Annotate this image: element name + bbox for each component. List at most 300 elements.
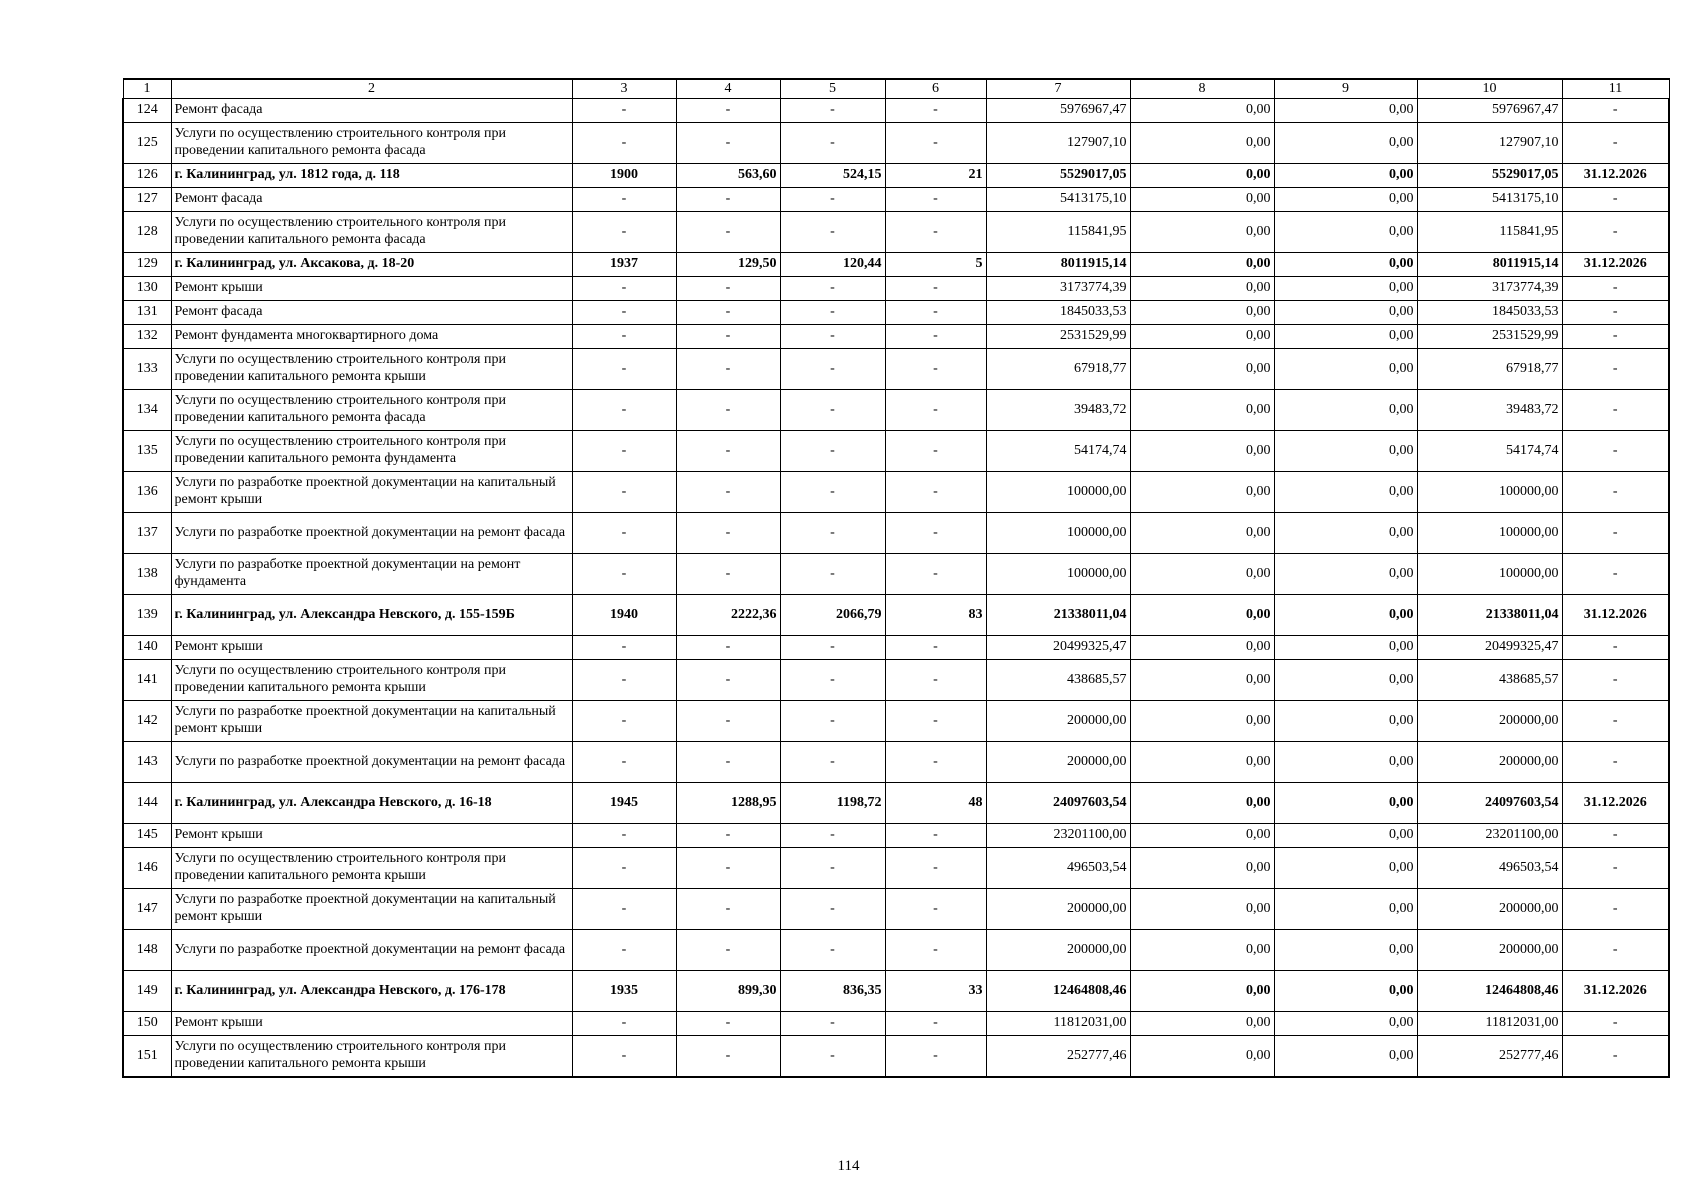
residents-cell: - (885, 99, 986, 123)
residents-cell: - (885, 742, 986, 783)
table-row (123, 188, 1669, 212)
residents-cell: - (885, 636, 986, 660)
fund-cost-9-cell: 0,00 (1274, 971, 1417, 1012)
residents-cell: - (885, 188, 986, 212)
row-number-cell: 133 (123, 349, 171, 390)
completion-date-cell: - (1562, 513, 1669, 554)
owner-funds-cell: 24097603,54 (1417, 783, 1562, 824)
total-cost-cell: 3173774,39 (986, 277, 1130, 301)
completion-date-cell: - (1562, 301, 1669, 325)
item-name-cell: Ремонт фасада (171, 99, 572, 123)
fund-cost-9-cell: 0,00 (1274, 783, 1417, 824)
total-area-cell: - (676, 930, 780, 971)
fund-cost-8-cell: 0,00 (1130, 783, 1274, 824)
fund-cost-9-cell: 0,00 (1274, 325, 1417, 349)
address-row (123, 783, 1669, 824)
item-name-cell: Услуги по осуществлению строительного контроля при проведении капитального ремонта крыши (171, 848, 572, 889)
owner-funds-cell: 496503,54 (1417, 848, 1562, 889)
total-cost-cell: 127907,10 (986, 123, 1130, 164)
owner-funds-cell: 39483,72 (1417, 390, 1562, 431)
total-area-cell: - (676, 889, 780, 930)
total-area-cell: - (676, 301, 780, 325)
living-area-cell: - (780, 188, 885, 212)
owner-funds-cell: 12464808,46 (1417, 971, 1562, 1012)
item-name-cell: Услуги по осуществлению строительного контроля при проведении капитального ремонта крыши (171, 660, 572, 701)
year-built-cell: - (572, 431, 676, 472)
owner-funds-cell: 115841,95 (1417, 212, 1562, 253)
row-number-cell: 138 (123, 554, 171, 595)
residents-cell: - (885, 889, 986, 930)
table-row (123, 1012, 1669, 1036)
owner-funds-cell: 438685,57 (1417, 660, 1562, 701)
table-body (123, 79, 1669, 1077)
repair-plan-table (122, 78, 1670, 1078)
item-name-cell: г. Калининград, ул. Александра Невского, д. 176-178 (171, 971, 572, 1012)
residents-cell: - (885, 1036, 986, 1078)
completion-date-cell: - (1562, 277, 1669, 301)
fund-cost-9-cell: 0,00 (1274, 660, 1417, 701)
residents-cell: - (885, 472, 986, 513)
total-area-cell: 1288,95 (676, 783, 780, 824)
item-name-cell: Услуги по осуществлению строительного контроля при проведении капитального ремонта крыши (171, 1036, 572, 1078)
fund-cost-9-cell: 0,00 (1274, 431, 1417, 472)
residents-cell: 21 (885, 164, 986, 188)
owner-funds-cell: 252777,46 (1417, 1036, 1562, 1078)
total-cost-cell: 11812031,00 (986, 1012, 1130, 1036)
fund-cost-9-cell: 0,00 (1274, 99, 1417, 123)
item-name-cell: Ремонт крыши (171, 1012, 572, 1036)
fund-cost-8-cell: 0,00 (1130, 390, 1274, 431)
fund-cost-8-cell: 0,00 (1130, 164, 1274, 188)
completion-date-cell: 31.12.2026 (1562, 783, 1669, 824)
living-area-cell: - (780, 636, 885, 660)
total-area-cell: 563,60 (676, 164, 780, 188)
owner-funds-cell: 200000,00 (1417, 930, 1562, 971)
year-built-cell: - (572, 123, 676, 164)
table-row (123, 349, 1669, 390)
fund-cost-9-cell: 0,00 (1274, 742, 1417, 783)
year-built-cell: - (572, 472, 676, 513)
total-cost-cell: 21338011,04 (986, 595, 1130, 636)
living-area-cell: - (780, 390, 885, 431)
fund-cost-8-cell: 0,00 (1130, 742, 1274, 783)
living-area-cell: 2066,79 (780, 595, 885, 636)
fund-cost-8-cell: 0,00 (1130, 701, 1274, 742)
table-row (123, 554, 1669, 595)
total-cost-cell: 12464808,46 (986, 971, 1130, 1012)
row-number-cell: 128 (123, 212, 171, 253)
item-name-cell: Услуги по разработке проектной документации на ремонт фундамента (171, 554, 572, 595)
owner-funds-cell: 11812031,00 (1417, 1012, 1562, 1036)
residents-cell: - (885, 349, 986, 390)
row-number-cell: 131 (123, 301, 171, 325)
living-area-cell: - (780, 472, 885, 513)
row-number-cell: 141 (123, 660, 171, 701)
fund-cost-9-cell: 0,00 (1274, 1036, 1417, 1078)
fund-cost-9-cell: 0,00 (1274, 701, 1417, 742)
fund-cost-9-cell: 0,00 (1274, 390, 1417, 431)
fund-cost-9-cell: 0,00 (1274, 123, 1417, 164)
item-name-cell: Услуги по разработке проектной документации на ремонт фасада (171, 930, 572, 971)
living-area-cell: - (780, 123, 885, 164)
owner-funds-cell: 23201100,00 (1417, 824, 1562, 848)
year-built-cell: - (572, 188, 676, 212)
year-built-cell: - (572, 660, 676, 701)
total-area-cell: - (676, 390, 780, 431)
year-built-cell: - (572, 390, 676, 431)
year-built-cell: - (572, 742, 676, 783)
table-row (123, 1036, 1669, 1078)
year-built-cell: 1935 (572, 971, 676, 1012)
table-row (123, 513, 1669, 554)
address-row (123, 595, 1669, 636)
fund-cost-8-cell: 0,00 (1130, 123, 1274, 164)
item-name-cell: г. Калининград, ул. Александра Невского, д. 16-18 (171, 783, 572, 824)
residents-cell: - (885, 325, 986, 349)
item-name-cell: Услуги по осуществлению строительного контроля при проведении капитального ремонта фасада (171, 212, 572, 253)
total-area-cell: - (676, 554, 780, 595)
owner-funds-cell: 1845033,53 (1417, 301, 1562, 325)
column-number-header-row (123, 79, 1669, 99)
total-area-cell: - (676, 1012, 780, 1036)
row-number-cell: 143 (123, 742, 171, 783)
living-area-cell: - (780, 742, 885, 783)
living-area-cell: - (780, 325, 885, 349)
year-built-cell: - (572, 1036, 676, 1078)
total-cost-cell: 8011915,14 (986, 253, 1130, 277)
owner-funds-cell: 100000,00 (1417, 472, 1562, 513)
residents-cell: 33 (885, 971, 986, 1012)
address-row (123, 971, 1669, 1012)
completion-date-cell: 31.12.2026 (1562, 971, 1669, 1012)
completion-date-cell: - (1562, 390, 1669, 431)
total-area-cell: - (676, 99, 780, 123)
row-number-cell: 134 (123, 390, 171, 431)
year-built-cell: - (572, 513, 676, 554)
column-number-10: 10 (1417, 79, 1562, 99)
column-number-6: 6 (885, 79, 986, 99)
table-row (123, 930, 1669, 971)
owner-funds-cell: 5976967,47 (1417, 99, 1562, 123)
total-cost-cell: 200000,00 (986, 930, 1130, 971)
fund-cost-9-cell: 0,00 (1274, 595, 1417, 636)
completion-date-cell: - (1562, 431, 1669, 472)
total-cost-cell: 20499325,47 (986, 636, 1130, 660)
item-name-cell: г. Калининград, ул. Александра Невского, д. 155-159Б (171, 595, 572, 636)
fund-cost-8-cell: 0,00 (1130, 349, 1274, 390)
fund-cost-9-cell: 0,00 (1274, 212, 1417, 253)
owner-funds-cell: 5413175,10 (1417, 188, 1562, 212)
living-area-cell: - (780, 212, 885, 253)
row-number-cell: 124 (123, 99, 171, 123)
total-cost-cell: 200000,00 (986, 742, 1130, 783)
item-name-cell: Услуги по разработке проектной документации на капитальный ремонт крыши (171, 472, 572, 513)
fund-cost-8-cell: 0,00 (1130, 660, 1274, 701)
living-area-cell: - (780, 930, 885, 971)
owner-funds-cell: 20499325,47 (1417, 636, 1562, 660)
residents-cell: - (885, 212, 986, 253)
row-number-cell: 144 (123, 783, 171, 824)
completion-date-cell: - (1562, 188, 1669, 212)
living-area-cell: - (780, 349, 885, 390)
year-built-cell: 1940 (572, 595, 676, 636)
row-number-cell: 136 (123, 472, 171, 513)
total-area-cell: 899,30 (676, 971, 780, 1012)
living-area-cell: 120,44 (780, 253, 885, 277)
total-area-cell: - (676, 212, 780, 253)
table-row (123, 660, 1669, 701)
completion-date-cell: - (1562, 349, 1669, 390)
living-area-cell: 1198,72 (780, 783, 885, 824)
fund-cost-9-cell: 0,00 (1274, 1012, 1417, 1036)
column-number-5: 5 (780, 79, 885, 99)
item-name-cell: Услуги по разработке проектной документации на ремонт фасада (171, 513, 572, 554)
year-built-cell: 1945 (572, 783, 676, 824)
fund-cost-8-cell: 0,00 (1130, 325, 1274, 349)
fund-cost-9-cell: 0,00 (1274, 472, 1417, 513)
year-built-cell: - (572, 848, 676, 889)
completion-date-cell: - (1562, 848, 1669, 889)
fund-cost-8-cell: 0,00 (1130, 277, 1274, 301)
total-cost-cell: 200000,00 (986, 701, 1130, 742)
living-area-cell: - (780, 701, 885, 742)
total-cost-cell: 24097603,54 (986, 783, 1130, 824)
living-area-cell: - (780, 301, 885, 325)
fund-cost-9-cell: 0,00 (1274, 301, 1417, 325)
owner-funds-cell: 5529017,05 (1417, 164, 1562, 188)
fund-cost-8-cell: 0,00 (1130, 431, 1274, 472)
fund-cost-9-cell: 0,00 (1274, 164, 1417, 188)
item-name-cell: Услуги по осуществлению строительного контроля при проведении капитального ремонта фундамента (171, 431, 572, 472)
fund-cost-9-cell: 0,00 (1274, 513, 1417, 554)
fund-cost-8-cell: 0,00 (1130, 513, 1274, 554)
item-name-cell: Услуги по разработке проектной документации на капитальный ремонт крыши (171, 701, 572, 742)
completion-date-cell: 31.12.2026 (1562, 595, 1669, 636)
fund-cost-8-cell: 0,00 (1130, 253, 1274, 277)
year-built-cell: - (572, 701, 676, 742)
owner-funds-cell: 200000,00 (1417, 742, 1562, 783)
residents-cell: 5 (885, 253, 986, 277)
residents-cell: - (885, 824, 986, 848)
total-cost-cell: 67918,77 (986, 349, 1130, 390)
completion-date-cell: - (1562, 660, 1669, 701)
total-area-cell: - (676, 123, 780, 164)
living-area-cell: - (780, 431, 885, 472)
item-name-cell: Ремонт крыши (171, 636, 572, 660)
item-name-cell: Услуги по осуществлению строительного контроля при проведении капитального ремонта крыши (171, 349, 572, 390)
living-area-cell: 524,15 (780, 164, 885, 188)
fund-cost-8-cell: 0,00 (1130, 971, 1274, 1012)
row-number-cell: 147 (123, 889, 171, 930)
total-area-cell: - (676, 848, 780, 889)
table-row (123, 636, 1669, 660)
table-row (123, 431, 1669, 472)
living-area-cell: - (780, 1036, 885, 1078)
year-built-cell: - (572, 325, 676, 349)
year-built-cell: - (572, 554, 676, 595)
row-number-cell: 137 (123, 513, 171, 554)
column-number-1: 1 (123, 79, 171, 99)
row-number-cell: 127 (123, 188, 171, 212)
completion-date-cell: - (1562, 99, 1669, 123)
total-area-cell: - (676, 824, 780, 848)
living-area-cell: - (780, 277, 885, 301)
item-name-cell: г. Калининград, ул. 1812 года, д. 118 (171, 164, 572, 188)
owner-funds-cell: 54174,74 (1417, 431, 1562, 472)
item-name-cell: Ремонт фундамента многоквартирного дома (171, 325, 572, 349)
fund-cost-9-cell: 0,00 (1274, 824, 1417, 848)
owner-funds-cell: 100000,00 (1417, 554, 1562, 595)
total-cost-cell: 252777,46 (986, 1036, 1130, 1078)
residents-cell: - (885, 513, 986, 554)
total-area-cell: - (676, 660, 780, 701)
year-built-cell: - (572, 824, 676, 848)
fund-cost-9-cell: 0,00 (1274, 889, 1417, 930)
living-area-cell: - (780, 889, 885, 930)
row-number-cell: 132 (123, 325, 171, 349)
living-area-cell: 836,35 (780, 971, 885, 1012)
fund-cost-9-cell: 0,00 (1274, 930, 1417, 971)
row-number-cell: 126 (123, 164, 171, 188)
table-row (123, 277, 1669, 301)
residents-cell: 83 (885, 595, 986, 636)
residents-cell: - (885, 431, 986, 472)
column-number-4: 4 (676, 79, 780, 99)
total-area-cell: - (676, 636, 780, 660)
column-number-8: 8 (1130, 79, 1274, 99)
fund-cost-8-cell: 0,00 (1130, 1012, 1274, 1036)
table-row (123, 212, 1669, 253)
total-area-cell: - (676, 349, 780, 390)
total-area-cell: 2222,36 (676, 595, 780, 636)
year-built-cell: - (572, 1012, 676, 1036)
completion-date-cell: - (1562, 123, 1669, 164)
fund-cost-8-cell: 0,00 (1130, 472, 1274, 513)
completion-date-cell: - (1562, 1036, 1669, 1078)
table-row (123, 390, 1669, 431)
total-cost-cell: 2531529,99 (986, 325, 1130, 349)
residents-cell: - (885, 701, 986, 742)
table-row (123, 824, 1669, 848)
row-number-cell: 139 (123, 595, 171, 636)
fund-cost-8-cell: 0,00 (1130, 188, 1274, 212)
total-cost-cell: 100000,00 (986, 513, 1130, 554)
owner-funds-cell: 127907,10 (1417, 123, 1562, 164)
item-name-cell: Ремонт фасада (171, 188, 572, 212)
item-name-cell: Ремонт крыши (171, 824, 572, 848)
page-number: 114 (837, 1158, 860, 1174)
completion-date-cell: - (1562, 554, 1669, 595)
year-built-cell: - (572, 930, 676, 971)
total-cost-cell: 5976967,47 (986, 99, 1130, 123)
owner-funds-cell: 2531529,99 (1417, 325, 1562, 349)
completion-date-cell: - (1562, 212, 1669, 253)
owner-funds-cell: 8011915,14 (1417, 253, 1562, 277)
table-row (123, 701, 1669, 742)
table-row (123, 472, 1669, 513)
completion-date-cell: 31.12.2026 (1562, 164, 1669, 188)
living-area-cell: - (780, 1012, 885, 1036)
item-name-cell: Услуги по осуществлению строительного контроля при проведении капитального ремонта фасада (171, 123, 572, 164)
table-row (123, 742, 1669, 783)
total-cost-cell: 115841,95 (986, 212, 1130, 253)
fund-cost-8-cell: 0,00 (1130, 930, 1274, 971)
row-number-cell: 130 (123, 277, 171, 301)
total-cost-cell: 5529017,05 (986, 164, 1130, 188)
year-built-cell: - (572, 349, 676, 390)
residents-cell: - (885, 390, 986, 431)
owner-funds-cell: 100000,00 (1417, 513, 1562, 554)
fund-cost-9-cell: 0,00 (1274, 349, 1417, 390)
item-name-cell: Ремонт крыши (171, 277, 572, 301)
fund-cost-8-cell: 0,00 (1130, 636, 1274, 660)
completion-date-cell: - (1562, 824, 1669, 848)
fund-cost-9-cell: 0,00 (1274, 848, 1417, 889)
fund-cost-8-cell: 0,00 (1130, 212, 1274, 253)
living-area-cell: - (780, 848, 885, 889)
fund-cost-8-cell: 0,00 (1130, 554, 1274, 595)
living-area-cell: - (780, 99, 885, 123)
row-number-cell: 145 (123, 824, 171, 848)
year-built-cell: - (572, 889, 676, 930)
row-number-cell: 146 (123, 848, 171, 889)
total-cost-cell: 39483,72 (986, 390, 1130, 431)
fund-cost-9-cell: 0,00 (1274, 554, 1417, 595)
total-area-cell: 129,50 (676, 253, 780, 277)
residents-cell: 48 (885, 783, 986, 824)
year-built-cell: 1900 (572, 164, 676, 188)
column-number-2: 2 (171, 79, 572, 99)
total-cost-cell: 496503,54 (986, 848, 1130, 889)
row-number-cell: 151 (123, 1036, 171, 1078)
item-name-cell: г. Калининград, ул. Аксакова, д. 18-20 (171, 253, 572, 277)
total-cost-cell: 54174,74 (986, 431, 1130, 472)
completion-date-cell: 31.12.2026 (1562, 253, 1669, 277)
column-number-11: 11 (1562, 79, 1669, 99)
year-built-cell: 1937 (572, 253, 676, 277)
fund-cost-9-cell: 0,00 (1274, 636, 1417, 660)
year-built-cell: - (572, 99, 676, 123)
year-built-cell: - (572, 277, 676, 301)
total-area-cell: - (676, 742, 780, 783)
fund-cost-9-cell: 0,00 (1274, 277, 1417, 301)
row-number-cell: 140 (123, 636, 171, 660)
column-number-9: 9 (1274, 79, 1417, 99)
owner-funds-cell: 67918,77 (1417, 349, 1562, 390)
item-name-cell: Ремонт фасада (171, 301, 572, 325)
row-number-cell: 129 (123, 253, 171, 277)
owner-funds-cell: 21338011,04 (1417, 595, 1562, 636)
fund-cost-9-cell: 0,00 (1274, 253, 1417, 277)
completion-date-cell: - (1562, 742, 1669, 783)
total-cost-cell: 23201100,00 (986, 824, 1130, 848)
completion-date-cell: - (1562, 325, 1669, 349)
table-row (123, 848, 1669, 889)
table-row (123, 325, 1669, 349)
completion-date-cell: - (1562, 889, 1669, 930)
completion-date-cell: - (1562, 701, 1669, 742)
total-area-cell: - (676, 1036, 780, 1078)
row-number-cell: 135 (123, 431, 171, 472)
table-row (123, 99, 1669, 123)
owner-funds-cell: 200000,00 (1417, 889, 1562, 930)
fund-cost-8-cell: 0,00 (1130, 848, 1274, 889)
completion-date-cell: - (1562, 930, 1669, 971)
total-area-cell: - (676, 472, 780, 513)
total-area-cell: - (676, 431, 780, 472)
total-cost-cell: 438685,57 (986, 660, 1130, 701)
year-built-cell: - (572, 212, 676, 253)
